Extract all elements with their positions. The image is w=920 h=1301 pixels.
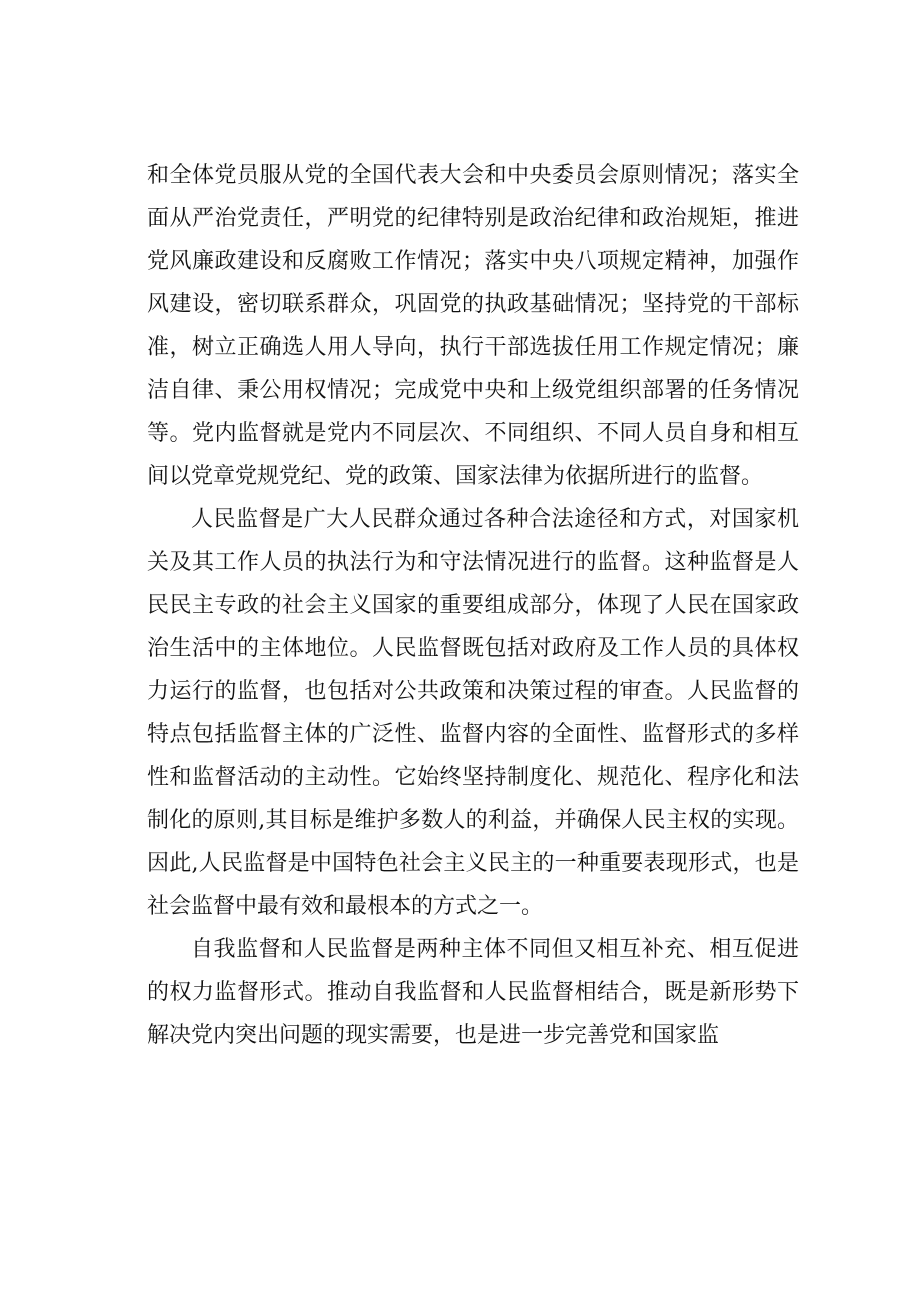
paragraph-2: 人民监督是广大人民群众通过各种合法途径和方式，对国家机关及其工作人员的执法行为和守法情况进行的监督。这种监督是人民民主专政的社会主义国家的重要组成部分，体现了人民在国家政治生活中的主体地位。人民监督既包括对政府及工作人员的具体权力运行的监督，也包括对公共政策和决策过程的审查。人民监督的特点包括监督主体的广泛性、监督内容的全面性、监督形式的多样性和监督活动的主动性。它始终坚持制度化、规范化、程序化和法制化的原则,其目标是维护多数人的利益，并确保人民主权的实现。因此,人民监督是中国特色社会主义民主的一种重要表现形式，也是社会监督中最有效和最根本的方式之一。 [147, 507, 799, 919]
document-body [147, 154, 799, 1057]
paragraph-3: 自我监督和人民监督是两种主体不同但又相互补充、相互促进的权力监督形式。推动自我监督和人民监督相结合，既是新形势下解决党内突出问题的现实需要，也是进一步完善党和国家监 [147, 937, 799, 1048]
paragraph-1: 和全体党员服从党的全国代表大会和中央委员会原则情况；落实全面从严治党责任，严明党的纪律特别是政治纪律和政治规矩，推进党风廉政建设和反腐败工作情况；落实中央八项规定精神，加强作风建设，密切联系群众，巩固党的执政基础情况；坚持党的干部标准，树立正确选人用人导向，执行干部选拔任用工作规定情况；廉洁自律、秉公用权情况；完成党中央和上级党组织部署的任务情况等。党内监督就是党内不同层次、不同组织、不同人员自身和相互间以党章党规党纪、党的政策、国家法律为依据所进行的监督。 [147, 163, 799, 489]
